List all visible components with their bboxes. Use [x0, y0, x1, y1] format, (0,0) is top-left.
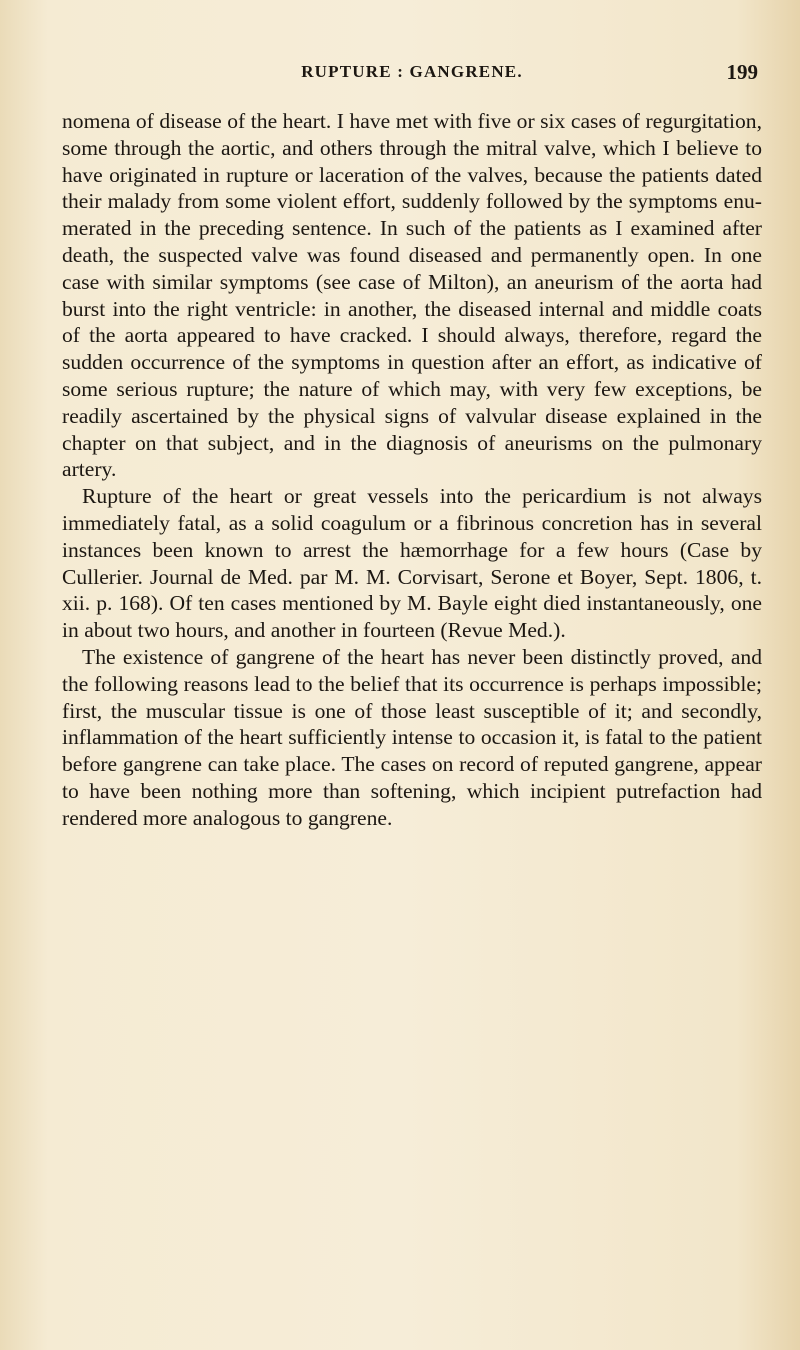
body-text [62, 108, 762, 832]
paragraph-continued: nomena of disease of the heart. I have met with five or six cases of regurgitation, some through the aortic, and others through the mitral valve, which I believe to have originated in rupture or laceration of the valves, because the patients dated their malady from some violent effort, suddenly followed by the symptoms enumerated in the preceding sentence. In such of the patients as I examined after death, the suspected valve was found diseased and permanently open. In one case with similar symptoms (see case of Milton), an aneurism of the aorta had burst into the right ventricle: in another, the diseased internal and middle coats of the aorta appeared to have cracked. I should always, therefore, regard the sudden occurrence of the symptoms in question after an effort, as indicative of some serious rupture; the nature of which may, with very few exceptions, be readily ascertained by the physical signs of valvular disease explained in the chapter on that subject, and in the diagnosis of aneurisms on the pulmonary artery. [62, 109, 762, 482]
paragraph-rupture-pericardium: Rupture of the heart or great vessels into the pericardium is not always immediately fatal, as a solid coagulum or a fibrinous concretion has in several instances been known to arrest the hæmorrhage for a few hours (Case by Cullerier. Journal de Med. par M. M. Corvisart, Serone et Boyer, Sept. 1806, t. xii. p. 168). Of ten cases mentioned by M. Bayle eight died instantaneously, one in about two hours, and another in fourteen (Revue Med.). [62, 484, 762, 643]
paragraph-gangrene: The existence of gangrene of the heart has never been distinctly proved, and the following reasons lead to the belief that its occurrence is perhaps impossible; first, the muscular tissue is one of those least susceptible of it; and secondly, inflammation of the heart sufficiently intense to occasion it, is fatal to the patient before gangrene can take place. The cases on record of reputed gangrene, appear to have been nothing more than softening, which incipient putrefaction had rendered more analogous to gangrene. [62, 644, 762, 830]
running-title: RUPTURE : GANGRENE. [301, 62, 523, 81]
page-number: 199 [726, 60, 758, 84]
running-head [62, 62, 762, 92]
